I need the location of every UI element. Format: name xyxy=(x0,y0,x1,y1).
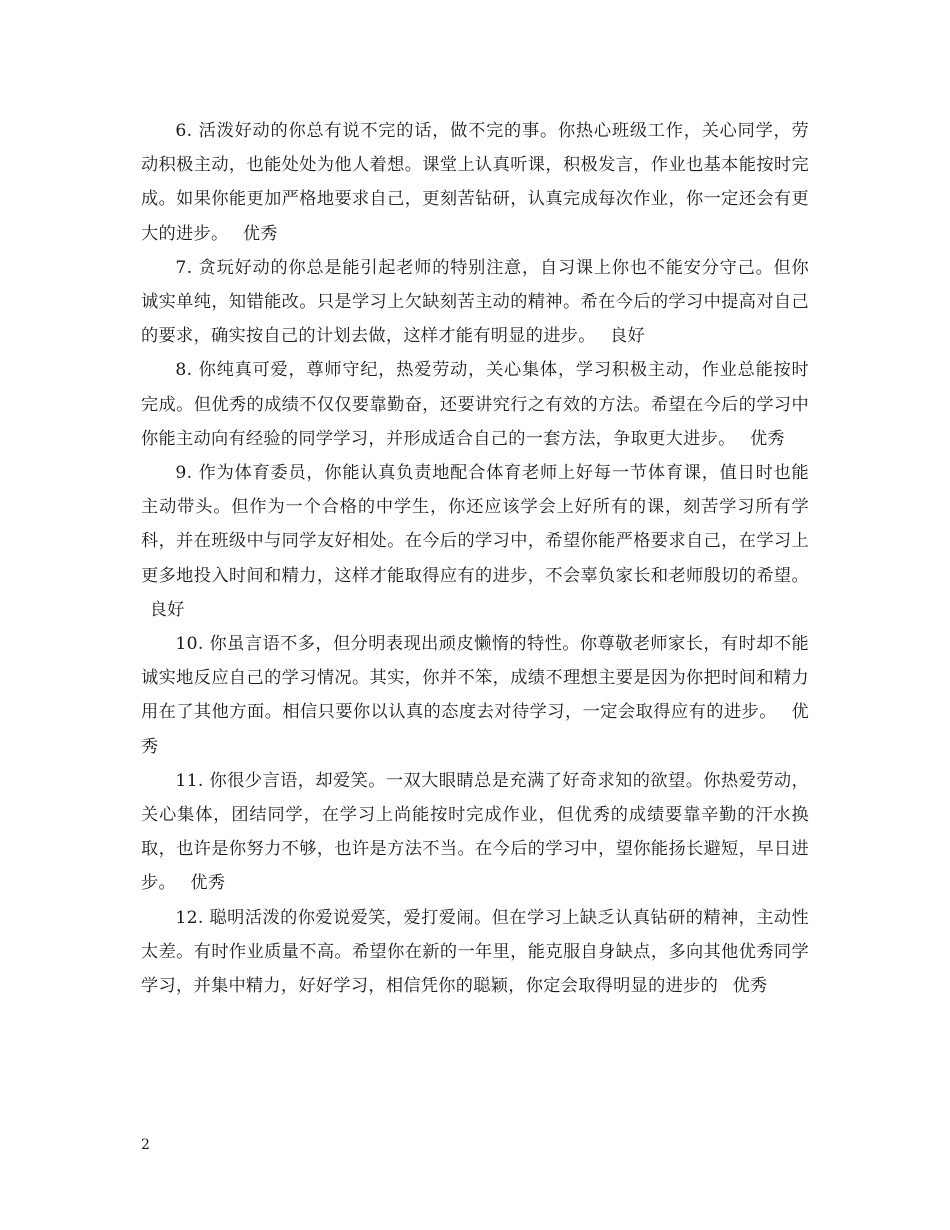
comment-paragraph-10 xyxy=(141,627,809,764)
page-number: 2 xyxy=(141,1137,150,1153)
paragraph-text: 活泼好动的你总有说不完的话，做不完的事。你热心班级工作，关心同学，劳动积极主动，也能处处为他人着想。课堂上认真听课，积极发言，作业也基本能按时完成。如果你能更加严格地要求自己，更刻苦钻研，认真完成每次作业，你一定还会有更大的进步。 xyxy=(141,121,810,244)
paragraph-text: 贪玩好动的你总是能引起老师的特别注意，自习课上你也不能安分守己。但你诚实单纯，知错能改。只是学习上欠缺刻苦主动的精神。希在今后的学习中提高对自己的要求，确实按自己的计划去做，这样才能有明显的进步。 xyxy=(141,257,810,347)
paragraph-text: 你很少言语，却爱笑。一双大眼睛总是充满了好奇求知的欲望。你热爱劳动，关心集体，团结同学，在学习上尚能按时完成作业，但优秀的成绩要靠辛勤的汗水换取，也许是你努力不够，也许是方法不当。在今后的学习中，望你能扬长避短，早日进步。 xyxy=(141,770,810,894)
rating-label: 优秀 xyxy=(141,702,809,757)
comment-paragraph-11 xyxy=(141,764,809,901)
paragraph-number: 11. xyxy=(175,770,204,791)
paragraph-number: 10. xyxy=(175,634,204,655)
rating-label: 良好 xyxy=(610,326,646,347)
paragraph-number: 9. xyxy=(175,463,193,484)
comment-paragraph-12 xyxy=(141,901,809,1004)
rating-label: 优秀 xyxy=(242,223,278,244)
paragraph-number: 6. xyxy=(175,121,193,141)
paragraph-text: 你虽言语不多，但分明表现出顽皮懒惰的特性。你尊敬老师家长，有时却不能诚实地反应自己的学习情况。其实，你并不笨，成绩不理想主要是因为你把时间和精力用在了其他方面。相信只要你以认真的态度去对待学习，一定会取得应有的进步。 xyxy=(141,634,810,723)
paragraph-number: 8. xyxy=(175,360,193,381)
rating-label: 优秀 xyxy=(190,873,226,894)
rating-label: 良好 xyxy=(149,599,185,620)
comment-paragraph-9 xyxy=(141,456,809,627)
comment-paragraph-7 xyxy=(141,251,809,354)
paragraph-number: 12. xyxy=(175,907,204,928)
rating-label: 优秀 xyxy=(749,428,785,449)
comment-paragraph-6 xyxy=(141,114,809,251)
document-body xyxy=(141,114,809,1003)
paragraph-text: 你纯真可爱，尊师守纪，热爱劳动，关心集体，学习积极主动，作业总能按时完成。但优秀的成绩不仅仅要靠勤奋，还要讲究行之有效的方法。希望在今后的学习中你能主动向有经验的同学学习，并形成适合自己的一套方法，争取更大进步。 xyxy=(141,360,810,449)
paragraph-text: 作为体育委员，你能认真负责地配合体育老师上好每一节体育课，值日时也能主动带头。但作为一个合格的中学生，你还应该学会上好所有的课，刻苦学习所有学科，并在班级中与同学友好相处。在今后的学习中，希望你能严格要求自己，在学习上更多地投入时间和精力，这样才能取得应有的进步，不会辜负家长和老师殷切的希望。 xyxy=(141,463,810,586)
paragraph-text: 聪明活泼的你爱说爱笑，爱打爱闹。但在学习上缺乏认真钻研的精神，主动性太差。有时作业质量不高。希望你在新的一年里，能克服自身缺点，多向其他优秀同学学习，并集中精力，好好学习，相信凭你的聪颖，你定会取得明显的进步的 xyxy=(141,907,810,997)
comment-paragraph-8 xyxy=(141,353,809,456)
rating-label: 优秀 xyxy=(732,976,768,997)
paragraph-number: 7. xyxy=(175,257,193,278)
